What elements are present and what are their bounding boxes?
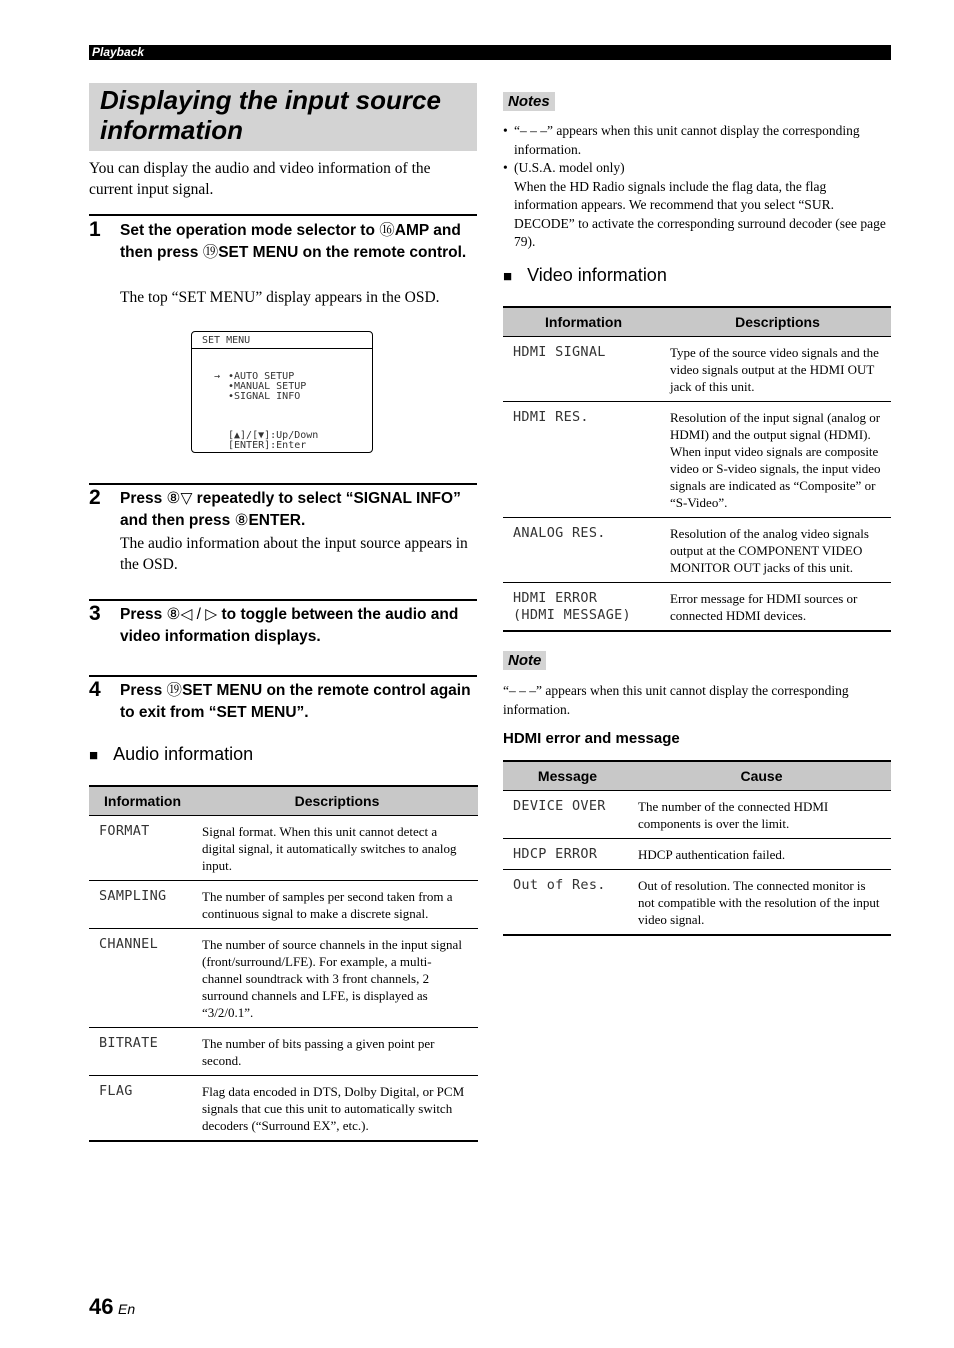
table-row	[503, 402, 891, 518]
note-label-box	[503, 652, 546, 670]
step-number: 2	[89, 486, 101, 509]
step-number: 3	[89, 602, 101, 625]
column-header: Descriptions	[664, 307, 891, 337]
osd-menu-item: •SIGNAL INFO	[228, 391, 301, 402]
step-instruction: Press ⑧◁ / ▷ to toggle between the audio and video information displays.	[120, 606, 459, 645]
info-description: Flag data encoded in DTS, Dolby Digital, or PCM signals that cue this unit to automatically switch decoders (“Surround EX”, etc.).	[196, 1076, 478, 1142]
step-divider	[89, 599, 477, 601]
notes-list	[503, 122, 891, 252]
intro-text: You can display the audio and video information of the current input signal.	[89, 160, 431, 198]
notes-label: Notes	[503, 92, 555, 111]
osd-cursor: →	[214, 371, 221, 382]
info-code: SAMPLING	[89, 881, 196, 929]
message-code: HDCP ERROR	[503, 839, 632, 870]
info-code: BITRATE	[89, 1028, 196, 1076]
column-header: Message	[503, 761, 632, 791]
square-bullet-icon: ■	[89, 747, 99, 764]
column-header: Descriptions	[196, 786, 478, 816]
info-description: Error message for HDMI sources or connected HDMI devices.	[664, 583, 891, 632]
notes-label-box	[503, 93, 555, 111]
table-row	[89, 881, 478, 929]
info-code: ANALOG RES.	[503, 518, 664, 583]
osd-title: SET MENU	[202, 335, 251, 346]
osd-divider	[191, 348, 373, 349]
info-description: Resolution of the analog video signals output at the COMPONENT VIDEO MONITOR OUT jacks of this unit.	[664, 518, 891, 583]
step-instruction: Set the operation mode selector to ⑯AMP and then press ⑲SET MENU on the remote control.	[120, 222, 467, 261]
table-row	[503, 870, 891, 936]
info-code: HDMI ERROR (HDMI MESSAGE)	[503, 583, 664, 632]
step-divider	[89, 675, 477, 677]
osd-hint: [▲]/[▼]:Up/Down	[228, 430, 319, 441]
osd-menu-item: •MANUAL SETUP	[228, 381, 307, 392]
note-item: • “– – –” appears when this unit cannot display the corresponding information.	[503, 123, 860, 157]
note-label: Note	[503, 651, 546, 670]
osd-hint: [ENTER]:Enter	[228, 440, 307, 451]
info-description: The number of bits passing a given point per second.	[196, 1028, 478, 1076]
osd-menu-item: •AUTO SETUP	[228, 371, 295, 382]
message-cause: HDCP authentication failed.	[632, 839, 891, 870]
table-row	[503, 337, 891, 402]
header-bar	[89, 45, 891, 60]
column-header: Information	[503, 307, 664, 337]
step-result: The top “SET MENU” display appears in the OSD.	[120, 289, 440, 306]
audio-heading: ■ Audio information	[89, 744, 254, 764]
info-code: FORMAT	[89, 816, 196, 881]
hdmi-heading: HDMI error and message	[503, 730, 680, 747]
message-code: DEVICE OVER	[503, 791, 632, 839]
table-row	[89, 1028, 478, 1076]
table-row	[503, 518, 891, 583]
step-result: The audio information about the input source appears in the OSD.	[120, 535, 468, 573]
info-code: HDMI SIGNAL	[503, 337, 664, 402]
message-code: Out of Res.	[503, 870, 632, 936]
video-heading: ■ Video information	[503, 265, 667, 285]
hdmi-error-table	[503, 760, 891, 936]
info-description: The number of source channels in the input signal (front/surround/LFE). For example, a multi-channel soundtrack with 3 front channels, 2 surround channels and LFE, is displayed as “3/2/0.1”.	[196, 929, 478, 1028]
table-row	[89, 929, 478, 1028]
table-row	[89, 1076, 478, 1142]
column-header: Cause	[632, 761, 891, 791]
info-description: Resolution of the input signal (analog or HDMI) and the output signal (HDMI). When input video signals are composite video or S-video signals, the input video signals are indicated as “Composite” or “S-Video”.	[664, 402, 891, 518]
step-divider	[89, 483, 477, 485]
table-row	[503, 791, 891, 839]
info-code: CHANNEL	[89, 929, 196, 1028]
section-label: Playback	[92, 45, 145, 59]
info-code: HDMI RES.	[503, 402, 664, 518]
table-row	[89, 816, 478, 881]
info-description: The number of samples per second taken from a continuous signal to make a discrete signal.	[196, 881, 478, 929]
step-instruction: Press ⑧▽ repeatedly to select “SIGNAL INFO” and then press ⑧ENTER.	[120, 490, 461, 529]
table-row	[503, 839, 891, 870]
square-bullet-icon: ■	[503, 268, 513, 285]
info-code: FLAG	[89, 1076, 196, 1142]
message-cause: The number of the connected HDMI components is over the limit.	[632, 791, 891, 839]
table-row	[503, 583, 891, 632]
step-instruction: Press ⑲SET MENU on the remote control again to exit from “SET MENU”.	[120, 682, 471, 721]
audio-info-table	[89, 785, 478, 1142]
page-title: Displaying the input source information	[100, 85, 441, 145]
step-number: 1	[89, 218, 101, 241]
step-number: 4	[89, 678, 101, 701]
info-description: Signal format. When this unit cannot detect a digital signal, it automatically switches to analog input.	[196, 816, 478, 881]
step-divider	[89, 214, 477, 216]
column-header: Information	[89, 786, 196, 816]
message-cause: Out of resolution. The connected monitor is not compatible with the resolution of the input video signal.	[632, 870, 891, 936]
page-language: En	[118, 1301, 136, 1317]
note-item: • (U.S.A. model only) When the HD Radio signals include the flag data, the flag information appears. We recommend that you select “SUR. DECODE” to activate the corresponding surround decoder (see page 79).	[503, 160, 886, 249]
video-info-table	[503, 306, 891, 632]
info-description: Type of the source video signals and the video signals output at the HDMI OUT jack of this unit.	[664, 337, 891, 402]
page-number: 46	[89, 1294, 114, 1319]
note-text: “– – –” appears when this unit cannot display the corresponding information.	[503, 683, 849, 717]
